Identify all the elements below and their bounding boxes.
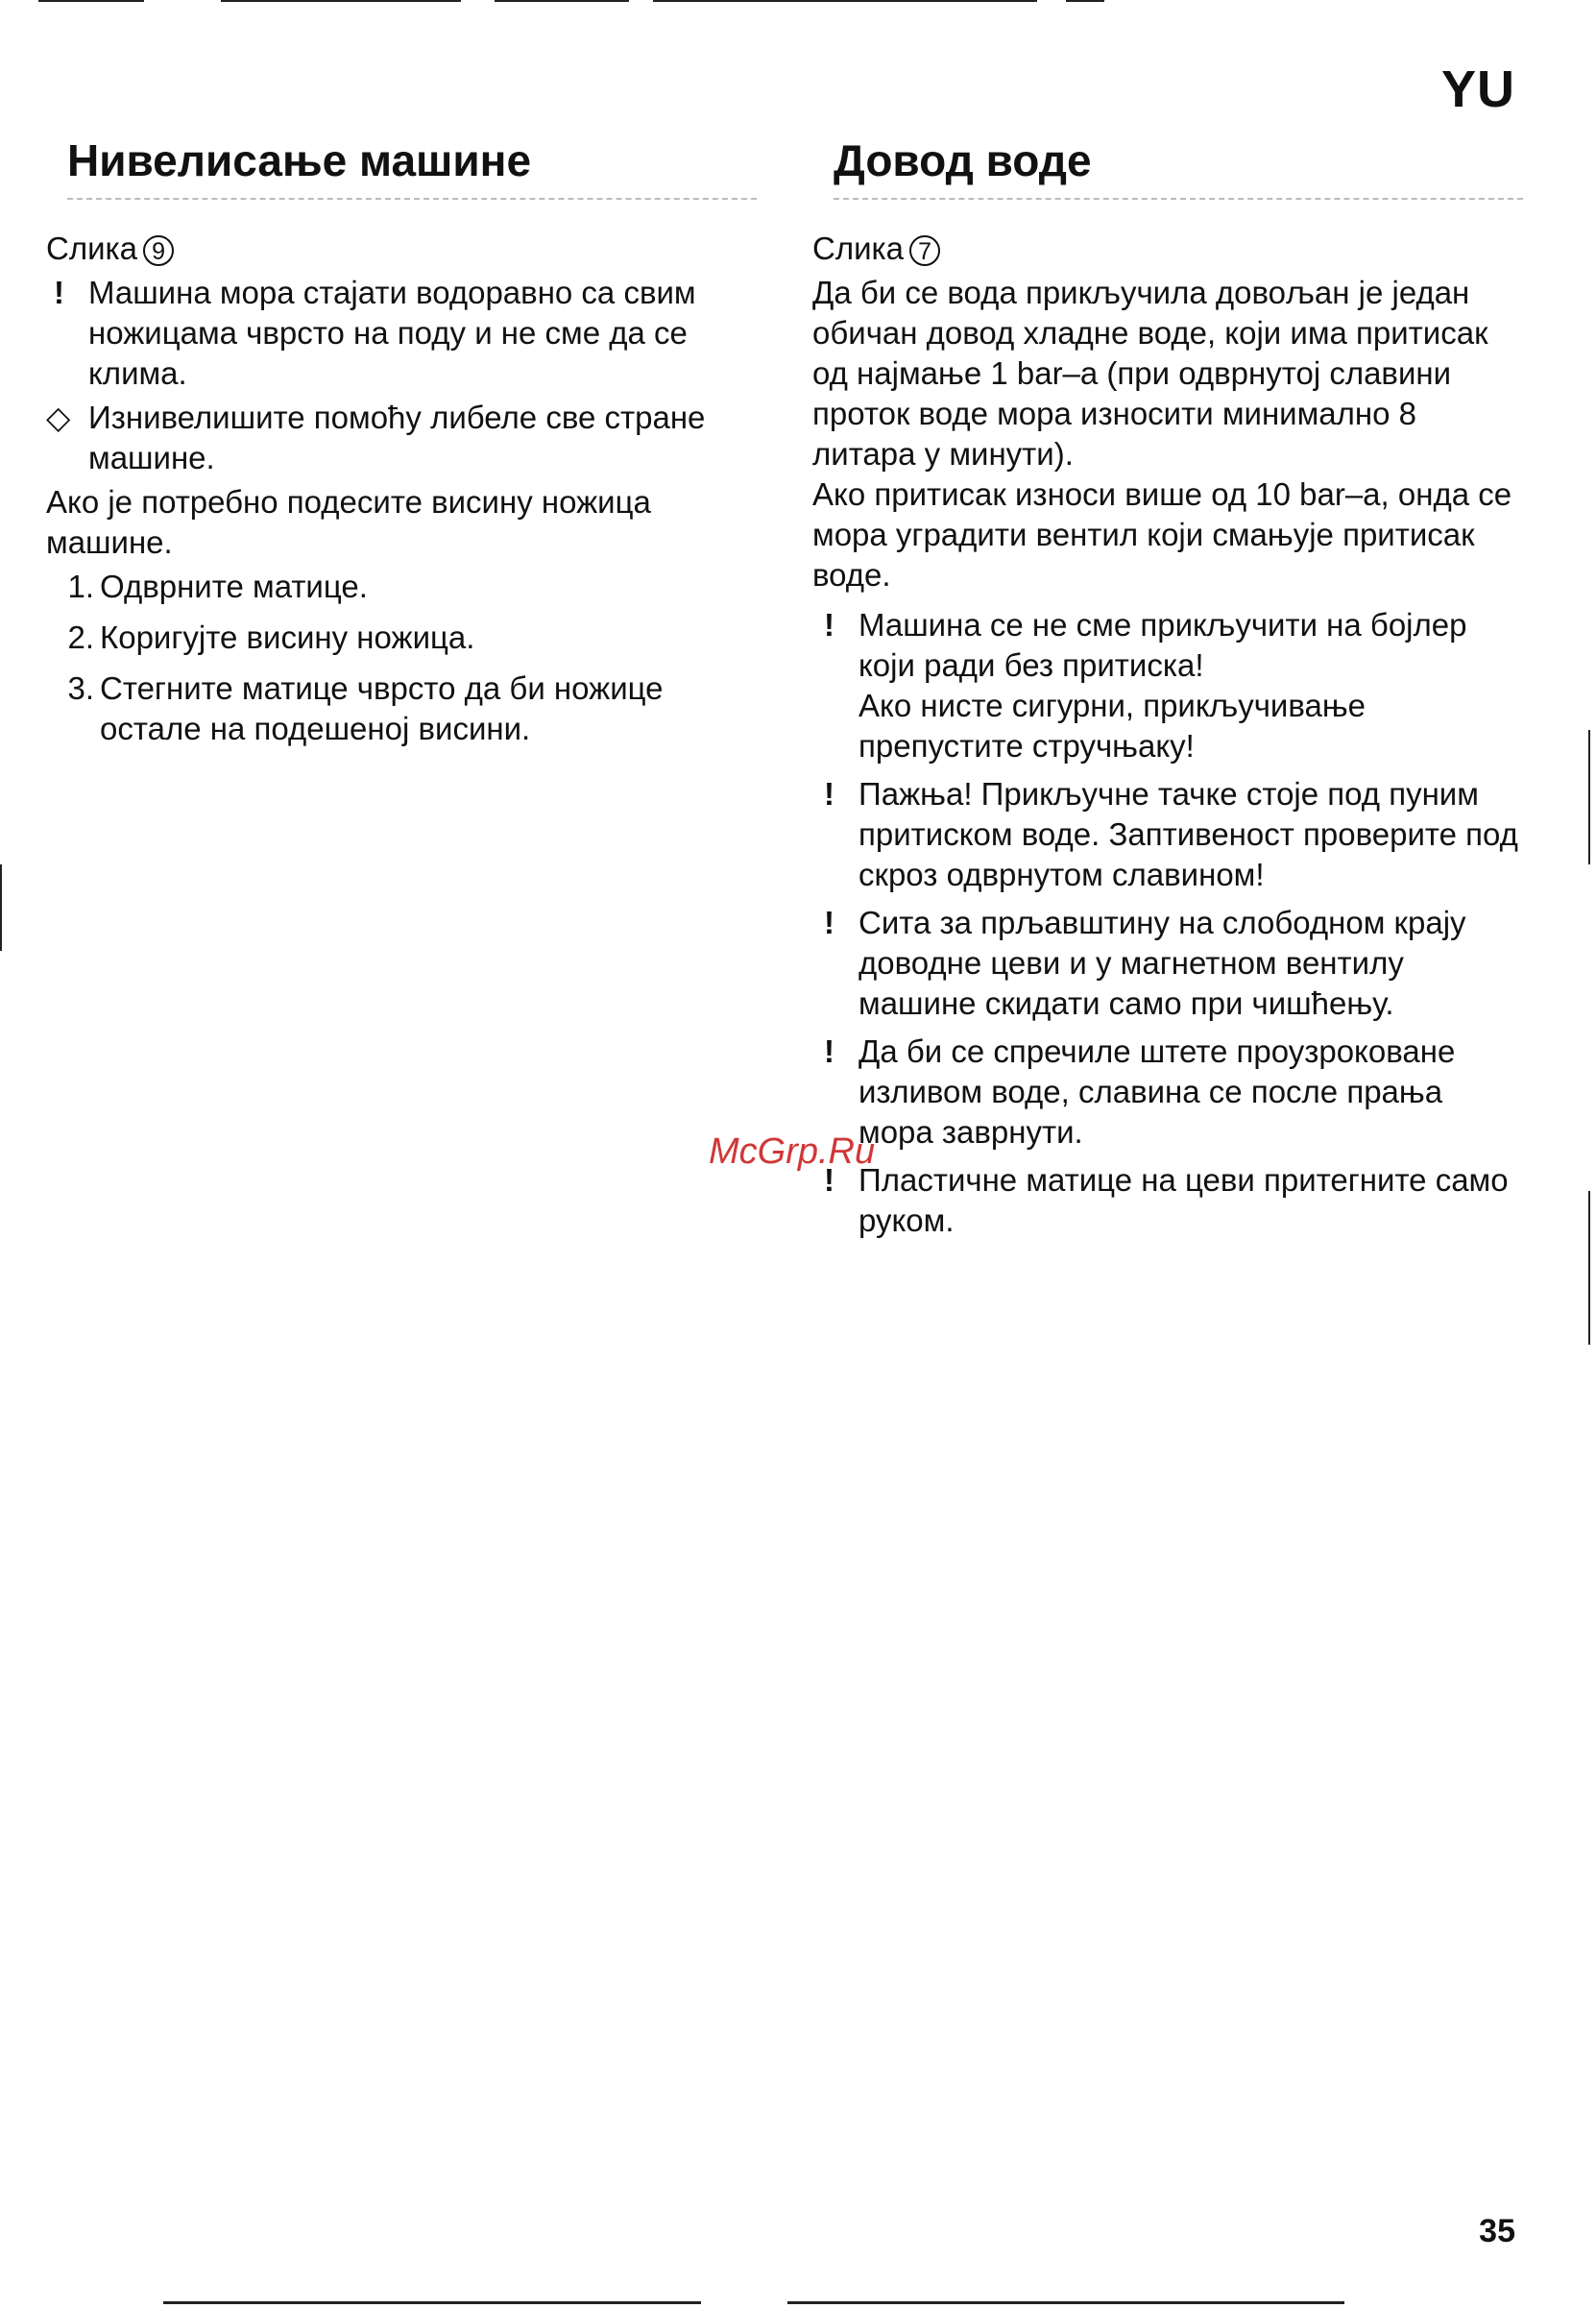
list-item <box>46 668 757 749</box>
warning-mark: ! <box>824 1162 834 1198</box>
scan-line <box>787 2301 1344 2304</box>
warning-note <box>46 273 757 394</box>
warning-note <box>812 1032 1523 1153</box>
body-paragraph: Да би се вода прикључила довољан је један обичан довод хладне воде, који има притисак од најмање 1 bar–a (при одврнутој славини проток воде мора износити минимално 8 литара у минути). <box>812 275 1488 472</box>
note-text: Сита за прљавштину на слободном крају доводне цеви и у магнетном вентилу машине скидати само при чишћењу. <box>858 905 1466 1021</box>
scan-line <box>1588 730 1590 864</box>
step-text: Коригујте висину ножица. <box>100 620 475 655</box>
warning-note <box>812 1160 1523 1241</box>
note-text: Машина мора стајати водоравно са свим ножицама чврсто на поду и не сме да се клима. <box>88 275 696 391</box>
step-text: Стегните матице чврсто да би ножице остале на подешеној висини. <box>100 670 664 746</box>
warning-mark: ! <box>824 607 834 643</box>
scan-line <box>221 0 461 2</box>
leveling-section <box>46 134 757 760</box>
figure-reference <box>46 229 757 269</box>
note-text: Ако нисте сигурни, прикључивање препустите стручњаку! <box>858 688 1366 764</box>
figure-label: Слика <box>812 231 905 266</box>
warning-note <box>812 903 1523 1024</box>
warning-mark: ! <box>824 776 834 812</box>
step-number: 1. <box>67 569 94 604</box>
step-number: 3. <box>67 670 94 706</box>
scan-line <box>1066 0 1104 2</box>
scan-line <box>495 0 629 2</box>
page-number: 35 <box>1479 2213 1515 2249</box>
language-tag: YU <box>1440 61 1515 118</box>
figure-number-badge: 7 <box>909 235 940 266</box>
scan-line <box>0 864 2 951</box>
diamond-icon: ◇ <box>46 400 71 435</box>
scan-line <box>1588 1191 1590 1345</box>
warning-notes <box>812 605 1523 1241</box>
scan-line <box>163 2301 701 2304</box>
watermark-link[interactable]: McGrp.Ru <box>709 1131 876 1172</box>
note-text: Машина се не сме прикључити на бојлер који ради без притиска! <box>858 607 1467 683</box>
warning-note <box>812 605 1523 766</box>
warning-mark: ! <box>824 905 834 940</box>
warning-mark: ! <box>54 275 64 310</box>
water-supply-section <box>812 134 1523 1249</box>
instruction-note <box>46 398 757 478</box>
note-text: Да би се спречиле штете проузроковане изливом воде, славина се после прања мора заврнути. <box>858 1033 1456 1150</box>
section-title: Довод воде <box>834 134 1523 200</box>
scan-line <box>653 0 1037 2</box>
section-title: Нивелисање машине <box>67 134 757 200</box>
figure-reference <box>812 229 1523 269</box>
figure-number-badge: 9 <box>143 235 174 266</box>
scan-line <box>38 0 144 2</box>
figure-label: Слика <box>46 231 138 266</box>
body-paragraph: Ако је потребно подесите висину ножица машине. <box>46 484 651 560</box>
body-paragraph: Ако притисак износи више од 10 bar–a, онда се мора уградити вентил који смањује притисак воде. <box>812 476 1512 593</box>
warning-note <box>812 774 1523 895</box>
note-text: Пластичне матице на цеви притегните само руком. <box>858 1162 1509 1238</box>
step-text: Одврните матице. <box>100 569 368 604</box>
note-body <box>858 605 1523 766</box>
list-item <box>46 618 757 658</box>
note-text: Пажња! Прикључне тачке стоје под пуним притиском воде. Заптивеност проверите под скроз одврнутом славином! <box>858 776 1518 892</box>
steps-list <box>46 567 757 749</box>
step-number: 2. <box>67 620 94 655</box>
list-item <box>46 567 757 607</box>
warning-mark: ! <box>824 1033 834 1069</box>
note-text: Изнивелишите помоћу либеле све стране машине. <box>88 400 706 475</box>
